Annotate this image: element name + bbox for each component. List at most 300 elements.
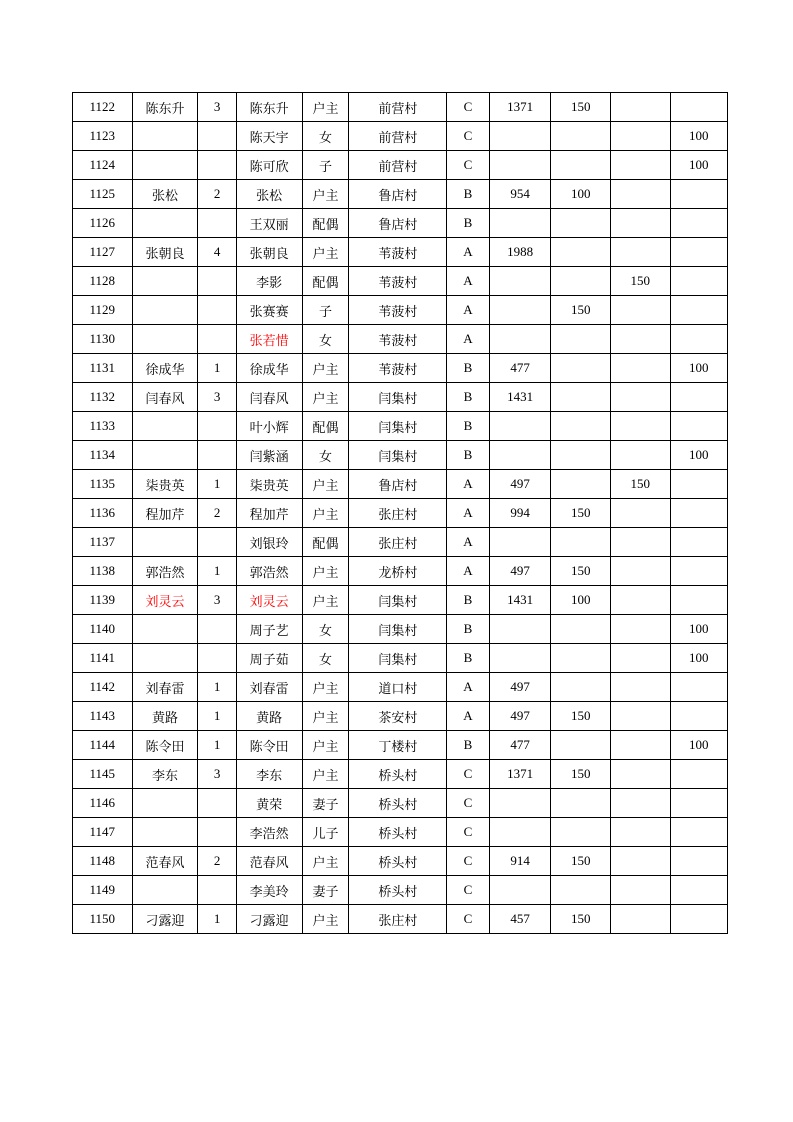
cell-category: A — [447, 702, 490, 731]
cell-amount1 — [489, 818, 551, 847]
table-row — [73, 180, 728, 209]
cell-amount3 — [610, 325, 670, 354]
table-row — [73, 731, 728, 760]
cell-name: 叶小辉 — [236, 412, 302, 441]
cell-household-head: 刁露迎 — [132, 905, 198, 934]
cell-amount4 — [670, 470, 728, 499]
cell-amount3 — [610, 847, 670, 876]
cell-seq: 1141 — [73, 644, 133, 673]
cell-seq: 1147 — [73, 818, 133, 847]
cell-category: A — [447, 296, 490, 325]
cell-name: 李影 — [236, 267, 302, 296]
cell-amount1 — [489, 151, 551, 180]
cell-seq: 1133 — [73, 412, 133, 441]
cell-household-head — [132, 818, 198, 847]
table-row — [73, 847, 728, 876]
cell-amount3 — [610, 789, 670, 818]
cell-name: 张赛赛 — [236, 296, 302, 325]
cell-amount1 — [489, 296, 551, 325]
cell-amount4 — [670, 818, 728, 847]
cell-member-count — [198, 644, 236, 673]
cell-village: 张庄村 — [349, 499, 447, 528]
cell-category: B — [447, 180, 490, 209]
cell-amount2: 150 — [551, 702, 611, 731]
cell-member-count — [198, 876, 236, 905]
cell-member-count — [198, 615, 236, 644]
table-row — [73, 615, 728, 644]
cell-amount1 — [489, 528, 551, 557]
table-row — [73, 296, 728, 325]
table-row — [73, 760, 728, 789]
cell-relation: 户主 — [302, 238, 349, 267]
cell-seq: 1148 — [73, 847, 133, 876]
cell-amount4: 100 — [670, 644, 728, 673]
cell-relation: 户主 — [302, 847, 349, 876]
cell-category: A — [447, 325, 490, 354]
cell-member-count: 3 — [198, 586, 236, 615]
cell-household-head: 范春风 — [132, 847, 198, 876]
cell-household-head: 刘春雷 — [132, 673, 198, 702]
cell-amount2 — [551, 383, 611, 412]
cell-relation: 户主 — [302, 673, 349, 702]
cell-member-count: 1 — [198, 673, 236, 702]
cell-member-count: 3 — [198, 760, 236, 789]
cell-seq: 1144 — [73, 731, 133, 760]
cell-village: 闫集村 — [349, 615, 447, 644]
roster-table — [72, 92, 728, 934]
cell-relation: 户主 — [302, 731, 349, 760]
cell-household-head: 程加芹 — [132, 499, 198, 528]
cell-seq: 1125 — [73, 180, 133, 209]
cell-relation: 子 — [302, 296, 349, 325]
cell-amount2: 150 — [551, 905, 611, 934]
cell-village: 鲁店村 — [349, 209, 447, 238]
cell-village: 苇菠村 — [349, 296, 447, 325]
cell-amount1 — [489, 441, 551, 470]
table-row — [73, 383, 728, 412]
table-row — [73, 122, 728, 151]
cell-village: 苇菠村 — [349, 325, 447, 354]
table-row — [73, 818, 728, 847]
table-row — [73, 876, 728, 905]
cell-relation: 配偶 — [302, 209, 349, 238]
table-row — [73, 673, 728, 702]
cell-amount1: 1371 — [489, 760, 551, 789]
cell-name: 张松 — [236, 180, 302, 209]
cell-category: C — [447, 876, 490, 905]
cell-amount4 — [670, 383, 728, 412]
table-row — [73, 267, 728, 296]
cell-village: 茶安村 — [349, 702, 447, 731]
cell-amount1: 477 — [489, 354, 551, 383]
cell-category: B — [447, 586, 490, 615]
table-row — [73, 586, 728, 615]
cell-category: A — [447, 528, 490, 557]
cell-relation: 户主 — [302, 760, 349, 789]
cell-amount3 — [610, 93, 670, 122]
cell-name: 李美玲 — [236, 876, 302, 905]
cell-name: 刁露迎 — [236, 905, 302, 934]
cell-amount2: 150 — [551, 499, 611, 528]
cell-category: C — [447, 760, 490, 789]
cell-household-head — [132, 644, 198, 673]
cell-village: 苇菠村 — [349, 238, 447, 267]
cell-amount4 — [670, 847, 728, 876]
cell-amount4: 100 — [670, 731, 728, 760]
cell-amount4 — [670, 528, 728, 557]
cell-household-head: 黄路 — [132, 702, 198, 731]
cell-category: C — [447, 905, 490, 934]
cell-amount1: 497 — [489, 557, 551, 586]
cell-relation: 户主 — [302, 905, 349, 934]
cell-seq: 1129 — [73, 296, 133, 325]
table-row — [73, 528, 728, 557]
cell-seq: 1139 — [73, 586, 133, 615]
cell-amount2 — [551, 441, 611, 470]
cell-category: B — [447, 412, 490, 441]
cell-seq: 1131 — [73, 354, 133, 383]
cell-relation: 女 — [302, 122, 349, 151]
table-row — [73, 499, 728, 528]
cell-amount1: 914 — [489, 847, 551, 876]
cell-member-count: 1 — [198, 905, 236, 934]
cell-member-count — [198, 412, 236, 441]
cell-amount3: 150 — [610, 267, 670, 296]
cell-category: A — [447, 673, 490, 702]
cell-seq: 1143 — [73, 702, 133, 731]
cell-village: 前营村 — [349, 151, 447, 180]
cell-name: 闫春风 — [236, 383, 302, 412]
cell-category: B — [447, 615, 490, 644]
cell-amount4 — [670, 209, 728, 238]
cell-amount2: 150 — [551, 557, 611, 586]
cell-name: 周子艺 — [236, 615, 302, 644]
cell-household-head — [132, 615, 198, 644]
cell-amount2 — [551, 122, 611, 151]
cell-seq: 1127 — [73, 238, 133, 267]
cell-amount2 — [551, 151, 611, 180]
cell-seq: 1132 — [73, 383, 133, 412]
cell-amount2 — [551, 528, 611, 557]
cell-amount3 — [610, 209, 670, 238]
cell-amount3 — [610, 905, 670, 934]
cell-member-count: 3 — [198, 383, 236, 412]
cell-relation: 儿子 — [302, 818, 349, 847]
cell-relation: 户主 — [302, 180, 349, 209]
cell-village: 闫集村 — [349, 644, 447, 673]
cell-seq: 1126 — [73, 209, 133, 238]
cell-village: 闫集村 — [349, 412, 447, 441]
cell-amount2 — [551, 238, 611, 267]
cell-amount2 — [551, 731, 611, 760]
cell-household-head: 柒贵英 — [132, 470, 198, 499]
cell-amount2 — [551, 325, 611, 354]
cell-name: 王双丽 — [236, 209, 302, 238]
cell-member-count: 1 — [198, 470, 236, 499]
cell-amount2: 150 — [551, 847, 611, 876]
cell-amount3 — [610, 499, 670, 528]
cell-amount4 — [670, 789, 728, 818]
table-row — [73, 412, 728, 441]
cell-amount3 — [610, 731, 670, 760]
cell-village: 桥头村 — [349, 760, 447, 789]
cell-amount3 — [610, 615, 670, 644]
cell-household-head — [132, 789, 198, 818]
cell-amount2: 100 — [551, 586, 611, 615]
cell-amount4 — [670, 238, 728, 267]
cell-amount4 — [670, 876, 728, 905]
cell-seq: 1128 — [73, 267, 133, 296]
cell-household-head: 刘灵云 — [132, 586, 198, 615]
cell-name: 刘银玲 — [236, 528, 302, 557]
cell-member-count — [198, 325, 236, 354]
cell-amount2 — [551, 354, 611, 383]
cell-category: C — [447, 847, 490, 876]
cell-amount2 — [551, 644, 611, 673]
cell-amount1 — [489, 267, 551, 296]
cell-name: 黄路 — [236, 702, 302, 731]
cell-village: 丁楼村 — [349, 731, 447, 760]
cell-member-count: 1 — [198, 557, 236, 586]
cell-amount4: 100 — [670, 441, 728, 470]
cell-relation: 户主 — [302, 499, 349, 528]
cell-amount4 — [670, 905, 728, 934]
cell-amount1 — [489, 615, 551, 644]
cell-seq: 1130 — [73, 325, 133, 354]
cell-member-count: 2 — [198, 180, 236, 209]
cell-village: 张庄村 — [349, 528, 447, 557]
cell-relation: 妻子 — [302, 789, 349, 818]
cell-amount2: 150 — [551, 93, 611, 122]
cell-amount2 — [551, 412, 611, 441]
cell-amount4 — [670, 325, 728, 354]
cell-amount1: 497 — [489, 673, 551, 702]
cell-member-count — [198, 441, 236, 470]
cell-amount2: 100 — [551, 180, 611, 209]
cell-name: 陈东升 — [236, 93, 302, 122]
cell-name: 郭浩然 — [236, 557, 302, 586]
cell-seq: 1145 — [73, 760, 133, 789]
cell-member-count — [198, 818, 236, 847]
cell-village: 闫集村 — [349, 441, 447, 470]
cell-household-head: 郭浩然 — [132, 557, 198, 586]
cell-household-head — [132, 528, 198, 557]
cell-relation: 户主 — [302, 557, 349, 586]
cell-name: 柒贵英 — [236, 470, 302, 499]
cell-seq: 1138 — [73, 557, 133, 586]
cell-amount1: 1431 — [489, 383, 551, 412]
cell-amount3 — [610, 818, 670, 847]
cell-household-head: 陈东升 — [132, 93, 198, 122]
cell-amount1 — [489, 209, 551, 238]
cell-category: C — [447, 122, 490, 151]
cell-name: 陈令田 — [236, 731, 302, 760]
cell-relation: 女 — [302, 325, 349, 354]
cell-village: 桥头村 — [349, 876, 447, 905]
cell-village: 鲁店村 — [349, 470, 447, 499]
cell-member-count — [198, 209, 236, 238]
cell-village: 桥头村 — [349, 789, 447, 818]
cell-village: 苇菠村 — [349, 354, 447, 383]
cell-category: B — [447, 441, 490, 470]
cell-village: 桥头村 — [349, 818, 447, 847]
cell-seq: 1140 — [73, 615, 133, 644]
cell-household-head — [132, 441, 198, 470]
table-row — [73, 470, 728, 499]
cell-amount2: 150 — [551, 760, 611, 789]
cell-household-head — [132, 151, 198, 180]
cell-relation: 配偶 — [302, 528, 349, 557]
cell-household-head: 张松 — [132, 180, 198, 209]
cell-relation: 户主 — [302, 383, 349, 412]
cell-village: 前营村 — [349, 122, 447, 151]
cell-seq: 1142 — [73, 673, 133, 702]
cell-amount2 — [551, 876, 611, 905]
cell-village: 闫集村 — [349, 586, 447, 615]
cell-relation: 户主 — [302, 586, 349, 615]
cell-amount3 — [610, 876, 670, 905]
cell-member-count — [198, 296, 236, 325]
cell-name: 黄荣 — [236, 789, 302, 818]
cell-village: 龙桥村 — [349, 557, 447, 586]
cell-amount4 — [670, 673, 728, 702]
cell-name: 张朝良 — [236, 238, 302, 267]
cell-amount2 — [551, 615, 611, 644]
cell-amount4 — [670, 760, 728, 789]
cell-amount4 — [670, 296, 728, 325]
table-row — [73, 354, 728, 383]
table-row — [73, 789, 728, 818]
cell-member-count — [198, 122, 236, 151]
table-row — [73, 151, 728, 180]
cell-amount1 — [489, 876, 551, 905]
cell-category: C — [447, 93, 490, 122]
cell-amount3 — [610, 354, 670, 383]
cell-category: A — [447, 238, 490, 267]
table-row — [73, 238, 728, 267]
cell-category: A — [447, 499, 490, 528]
cell-member-count: 3 — [198, 93, 236, 122]
cell-member-count — [198, 267, 236, 296]
cell-village: 闫集村 — [349, 383, 447, 412]
cell-member-count — [198, 789, 236, 818]
cell-amount3: 150 — [610, 470, 670, 499]
cell-name: 陈可欣 — [236, 151, 302, 180]
cell-household-head — [132, 122, 198, 151]
cell-category: C — [447, 818, 490, 847]
cell-category: C — [447, 789, 490, 818]
cell-member-count: 2 — [198, 847, 236, 876]
cell-name: 闫紫涵 — [236, 441, 302, 470]
cell-seq: 1124 — [73, 151, 133, 180]
cell-name: 程加芹 — [236, 499, 302, 528]
cell-amount4: 100 — [670, 122, 728, 151]
cell-household-head: 张朝良 — [132, 238, 198, 267]
cell-household-head: 李东 — [132, 760, 198, 789]
cell-household-head — [132, 209, 198, 238]
cell-relation: 女 — [302, 644, 349, 673]
cell-amount4 — [670, 702, 728, 731]
cell-relation: 女 — [302, 615, 349, 644]
cell-amount3 — [610, 180, 670, 209]
cell-amount2 — [551, 470, 611, 499]
cell-category: B — [447, 209, 490, 238]
cell-amount3 — [610, 644, 670, 673]
cell-amount3 — [610, 557, 670, 586]
cell-seq: 1135 — [73, 470, 133, 499]
cell-category: B — [447, 731, 490, 760]
cell-amount4 — [670, 180, 728, 209]
cell-amount1: 497 — [489, 702, 551, 731]
cell-household-head — [132, 325, 198, 354]
cell-seq: 1122 — [73, 93, 133, 122]
table-row — [73, 441, 728, 470]
cell-amount1: 1371 — [489, 93, 551, 122]
cell-amount1 — [489, 122, 551, 151]
cell-seq: 1137 — [73, 528, 133, 557]
cell-amount3 — [610, 673, 670, 702]
cell-amount3 — [610, 586, 670, 615]
cell-member-count: 4 — [198, 238, 236, 267]
cell-amount4 — [670, 499, 728, 528]
cell-amount3 — [610, 412, 670, 441]
cell-amount1: 1431 — [489, 586, 551, 615]
cell-village: 前营村 — [349, 93, 447, 122]
cell-household-head: 陈令田 — [132, 731, 198, 760]
cell-relation: 户主 — [302, 702, 349, 731]
cell-amount4 — [670, 412, 728, 441]
cell-amount1 — [489, 412, 551, 441]
cell-member-count: 1 — [198, 731, 236, 760]
cell-relation: 户主 — [302, 470, 349, 499]
cell-amount2 — [551, 818, 611, 847]
table-row — [73, 905, 728, 934]
cell-category: A — [447, 470, 490, 499]
cell-amount1 — [489, 644, 551, 673]
cell-amount3 — [610, 296, 670, 325]
cell-amount4 — [670, 267, 728, 296]
cell-seq: 1150 — [73, 905, 133, 934]
cell-amount4: 100 — [670, 151, 728, 180]
cell-amount3 — [610, 528, 670, 557]
cell-village: 鲁店村 — [349, 180, 447, 209]
cell-member-count: 1 — [198, 702, 236, 731]
cell-name: 刘灵云 — [236, 586, 302, 615]
cell-amount1 — [489, 789, 551, 818]
cell-relation: 子 — [302, 151, 349, 180]
cell-amount3 — [610, 151, 670, 180]
cell-village: 张庄村 — [349, 905, 447, 934]
cell-amount4 — [670, 557, 728, 586]
cell-amount1: 457 — [489, 905, 551, 934]
cell-household-head: 徐成华 — [132, 354, 198, 383]
cell-amount1: 1988 — [489, 238, 551, 267]
cell-category: B — [447, 644, 490, 673]
cell-category: B — [447, 354, 490, 383]
cell-amount3 — [610, 238, 670, 267]
cell-category: B — [447, 383, 490, 412]
cell-amount2 — [551, 673, 611, 702]
cell-category: C — [447, 151, 490, 180]
cell-relation: 妻子 — [302, 876, 349, 905]
roster-table-body — [73, 93, 728, 934]
cell-amount2 — [551, 209, 611, 238]
cell-village: 桥头村 — [349, 847, 447, 876]
cell-relation: 配偶 — [302, 267, 349, 296]
table-row — [73, 702, 728, 731]
cell-amount1: 477 — [489, 731, 551, 760]
cell-member-count: 2 — [198, 499, 236, 528]
